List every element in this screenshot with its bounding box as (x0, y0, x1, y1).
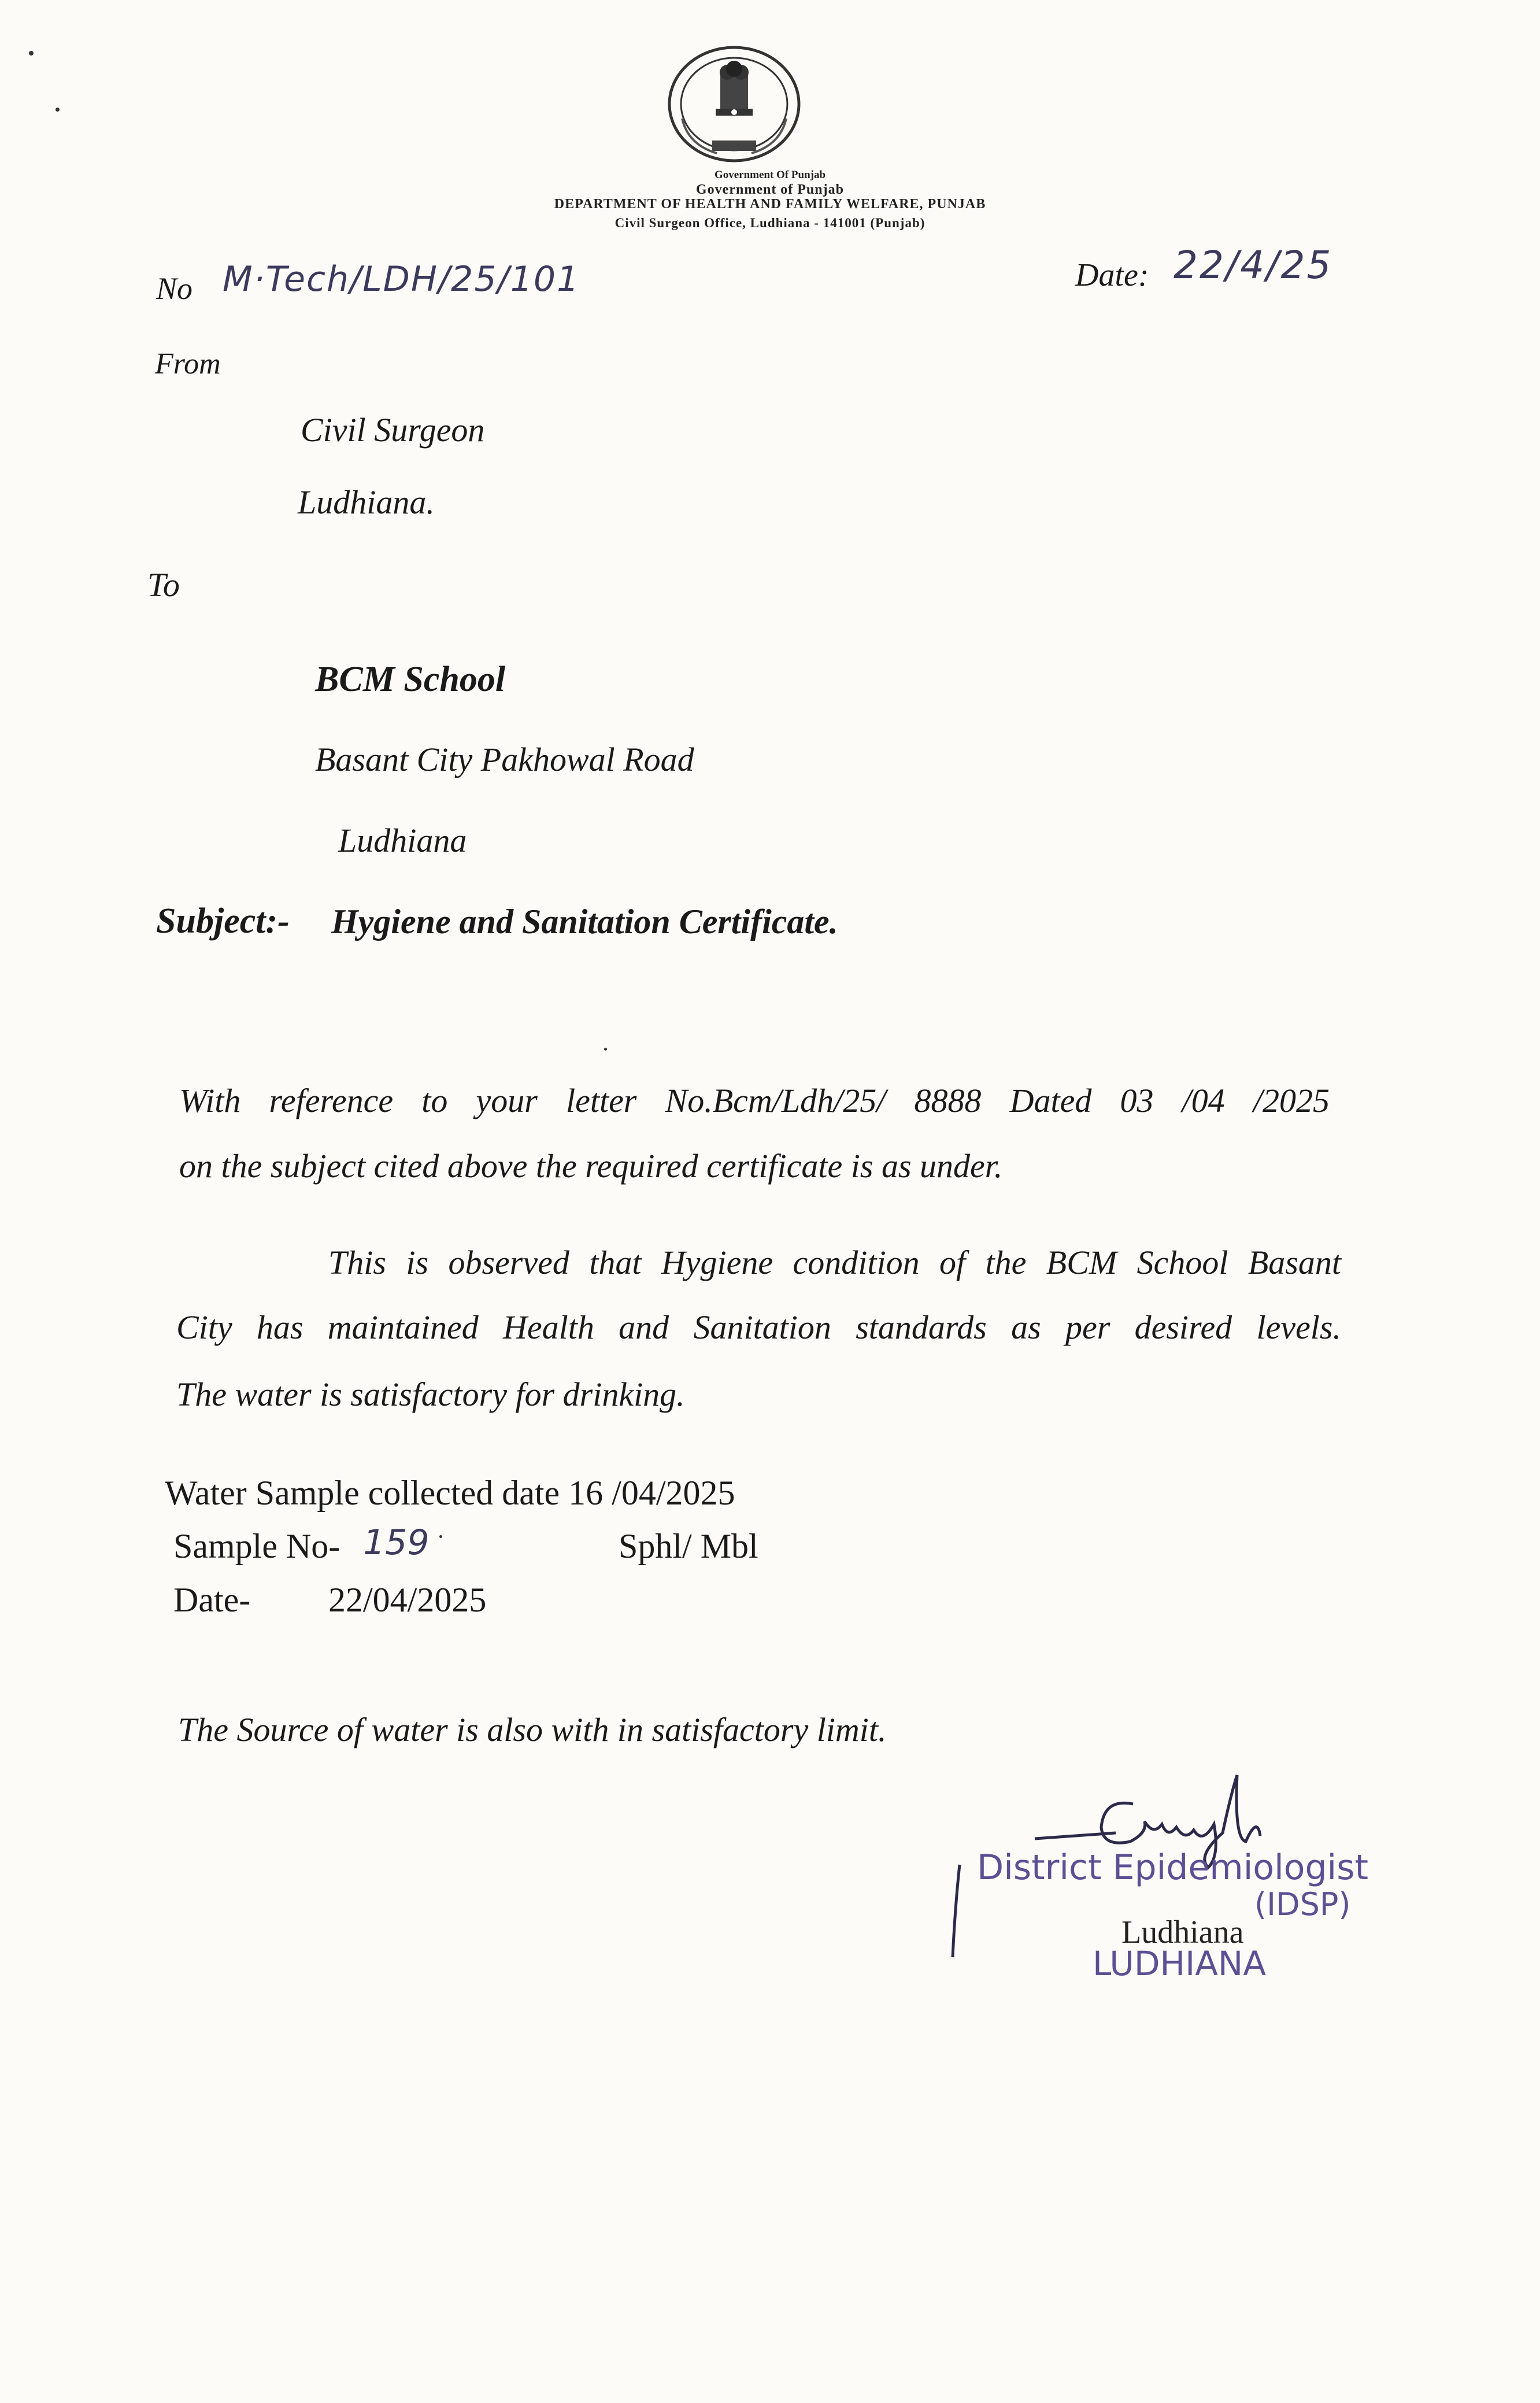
recipient-name: BCM School (315, 660, 506, 699)
emblem-icon (665, 43, 804, 171)
to-label: To (147, 566, 180, 604)
signatory-place: Ludhiana (1121, 1914, 1244, 1950)
letterhead-line-1: Government Of Punjab (714, 169, 826, 181)
from-sender-title: Civil Surgeon (301, 411, 485, 449)
paragraph-2-line-3: The water is satisfactory for drinking. (176, 1376, 685, 1413)
signature-stroke (948, 1862, 965, 1960)
stamp-designation: District Epidemiologist (977, 1847, 1368, 1888)
sample-number-label: Sample No- (173, 1527, 340, 1565)
date-value: 22/4/25 (1173, 243, 1333, 287)
letterhead-line-2: Government of Punjab (696, 182, 844, 197)
recipient-address: Basant City Pakhowal Road (315, 741, 694, 778)
paragraph-1-line-1: With reference to your letter No.Bcm/Ldh/25/ 8888 Dated 03 /04 /2025 (179, 1082, 1330, 1119)
letterhead-office-address: Civil Surgeon Office, Ludhiana - 141001 (Punjab) (614, 216, 926, 230)
reference-label: No (156, 271, 193, 306)
source-statement: The Source of water is also with in satisfactory limit. (178, 1711, 887, 1748)
reference-number: M·Tech/LDH/25/101 (223, 259, 580, 300)
paper-speck (604, 1048, 607, 1051)
from-label: From (155, 347, 221, 380)
letterhead-department: DEPARTMENT OF HEALTH AND FAMILY WELFARE, PUNJAB (554, 197, 986, 212)
date-label: Date: (1075, 257, 1149, 293)
stamp-city: LUDHIANA (1093, 1944, 1266, 1983)
paragraph-2-line-1: This is observed that Hygiene condition of the BCM School Basant (328, 1244, 1341, 1281)
report-date-value: 22/04/2025 (328, 1581, 487, 1619)
sample-collected-date: Water Sample collected date 16 /04/2025 (165, 1474, 735, 1512)
from-sender-city: Ludhiana. (298, 483, 435, 521)
sample-number-value: 159 (363, 1522, 430, 1563)
report-date-label: Date- (173, 1581, 251, 1619)
subject-text: Hygiene and Sanitation Certificate. (331, 903, 838, 941)
recipient-city: Ludhiana (338, 822, 467, 859)
subject-label: Subject:- (156, 901, 290, 941)
paragraph-1-line-2: on the subject cited above the required certificate is as under. (179, 1147, 1003, 1185)
paragraph-2-line-2: City has maintained Health and Sanitation standards as per desired levels. (176, 1308, 1341, 1346)
stamp-program: (IDSP) (1254, 1886, 1351, 1923)
paper-speck (29, 51, 34, 56)
paper-speck (439, 1535, 442, 1538)
sample-lab: Sphl/ Mbl (619, 1527, 758, 1565)
paper-speck (55, 108, 60, 112)
